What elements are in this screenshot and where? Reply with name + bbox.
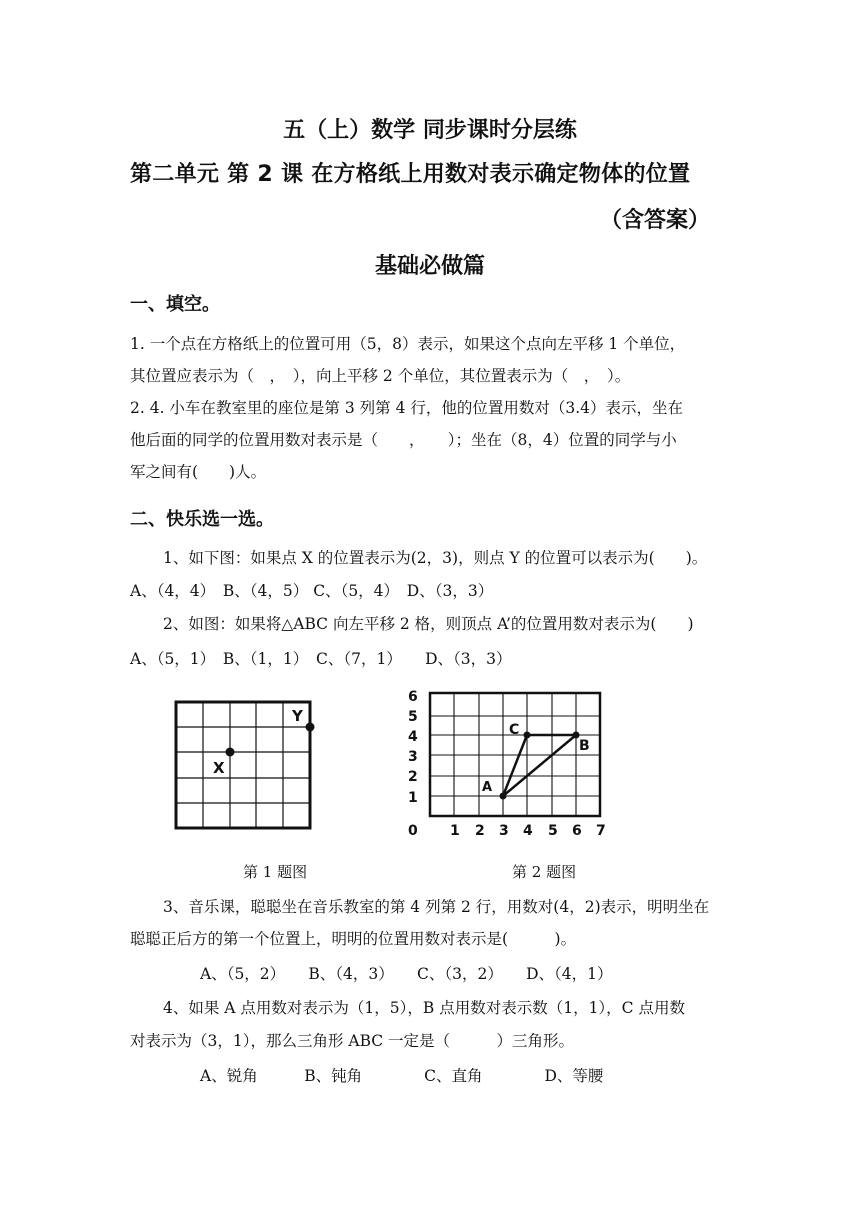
x-tick: 4 — [523, 823, 533, 839]
choice-q2-text: 2、如图：如果将△ABC 向左平移 2 格，则顶点 A’的位置用数对表示为( ) — [163, 615, 694, 633]
choice-q4-options: A、锐角 B、钝角 C、直角 D、等腰 — [200, 1067, 604, 1085]
point-y-dot — [306, 723, 315, 732]
figure1-caption: 第 1 题图 — [243, 863, 308, 881]
y-tick: 0 — [408, 823, 418, 839]
x-tick: 1 — [450, 823, 460, 839]
choice-q3-line1: 3、音乐课，聪聪坐在音乐教室的第 4 列第 2 行，用数对(4，2)表示，明明坐在 — [163, 898, 710, 916]
y-tick: 6 — [408, 689, 418, 705]
choice-q2-options: A、（5，1） B、（1，1） C、（7，1） D、（3，3） — [130, 650, 512, 668]
fill-q2-line3: 军之间有( )人。 — [130, 463, 267, 481]
document-subtitle: 第二单元 第 2 课 在方格纸上用数对表示确定物体的位置 — [130, 162, 691, 187]
y-tick: 2 — [408, 769, 418, 785]
y-axis-ticks — [408, 689, 418, 839]
fill-q2-line2: 他后面的同学的位置用数对表示是（ ， ）；坐在（8，4）位置的同学与小 — [130, 431, 677, 449]
choice-q3-line2: 聪聪正后方的第一个位置上，明明的位置用数对表示是( )。 — [130, 930, 577, 948]
y-tick: 1 — [408, 790, 418, 806]
choice-q1-options: A、（4，4） B、（4，5） C、（5，4） D、（3，3） — [130, 582, 494, 600]
y-tick: 5 — [408, 709, 418, 725]
x-tick: 5 — [548, 823, 558, 839]
x-tick: 2 — [475, 823, 485, 839]
point-x-dot — [226, 748, 235, 757]
choice-q3-options: A、（5，2） B、（4，3） C、（3，2） D、（4，1） — [200, 965, 613, 983]
figure1-grid — [170, 696, 320, 836]
vertex-c-label: C — [509, 722, 520, 738]
figure2-grid — [396, 686, 611, 846]
fill-q2-line1: 2. 4. 小车在教室里的座位是第 3 列第 4 行，他的位置用数对（3.4）表示，坐在 — [130, 399, 684, 417]
choice-q1-text: 1、如下图：如果点 X 的位置表示为(2，3)，则点 Y 的位置可以表示为( )。 — [163, 549, 708, 567]
fill-q1-line2: 其位置应表示为（ ， ），向上平移 2 个单位，其位置表示为（ ， ）。 — [130, 367, 631, 385]
section2-heading: 二、快乐选一选。 — [130, 509, 274, 530]
fill-q1-line1: 1. 一个点在方格纸上的位置可用（5，8）表示，如果这个点向左平移 1 个单位， — [130, 335, 686, 353]
x-tick: 7 — [596, 823, 606, 839]
point-y-label: Y — [292, 707, 303, 725]
answer-note: （含答案） — [600, 208, 711, 233]
y-tick: 4 — [408, 729, 418, 745]
vertex-a-label: A — [482, 780, 493, 795]
vertex-c-dot — [524, 732, 531, 739]
y-tick: 3 — [408, 749, 418, 765]
x-tick: 6 — [572, 823, 582, 839]
level-heading: 基础必做篇 — [374, 254, 485, 279]
point-x-label: X — [213, 759, 225, 777]
vertex-a-dot — [500, 793, 507, 800]
triangle-abc — [503, 735, 576, 796]
section1-heading: 一、填空。 — [130, 294, 220, 315]
document-title: 五（上）数学 同步课时分层练 — [283, 118, 577, 143]
x-axis-ticks — [450, 823, 606, 839]
figure2-caption: 第 2 题图 — [512, 863, 577, 881]
choice-q4-line1: 4、如果 A 点用数对表示为（1，5），B 点用数对表示数（1，1），C 点用数 — [163, 999, 685, 1017]
choice-q4-line2: 对表示为（3，1），那么三角形 ABC 一定是（ ）三角形。 — [130, 1032, 575, 1050]
vertex-b-label: B — [579, 738, 590, 754]
x-tick: 3 — [499, 823, 509, 839]
